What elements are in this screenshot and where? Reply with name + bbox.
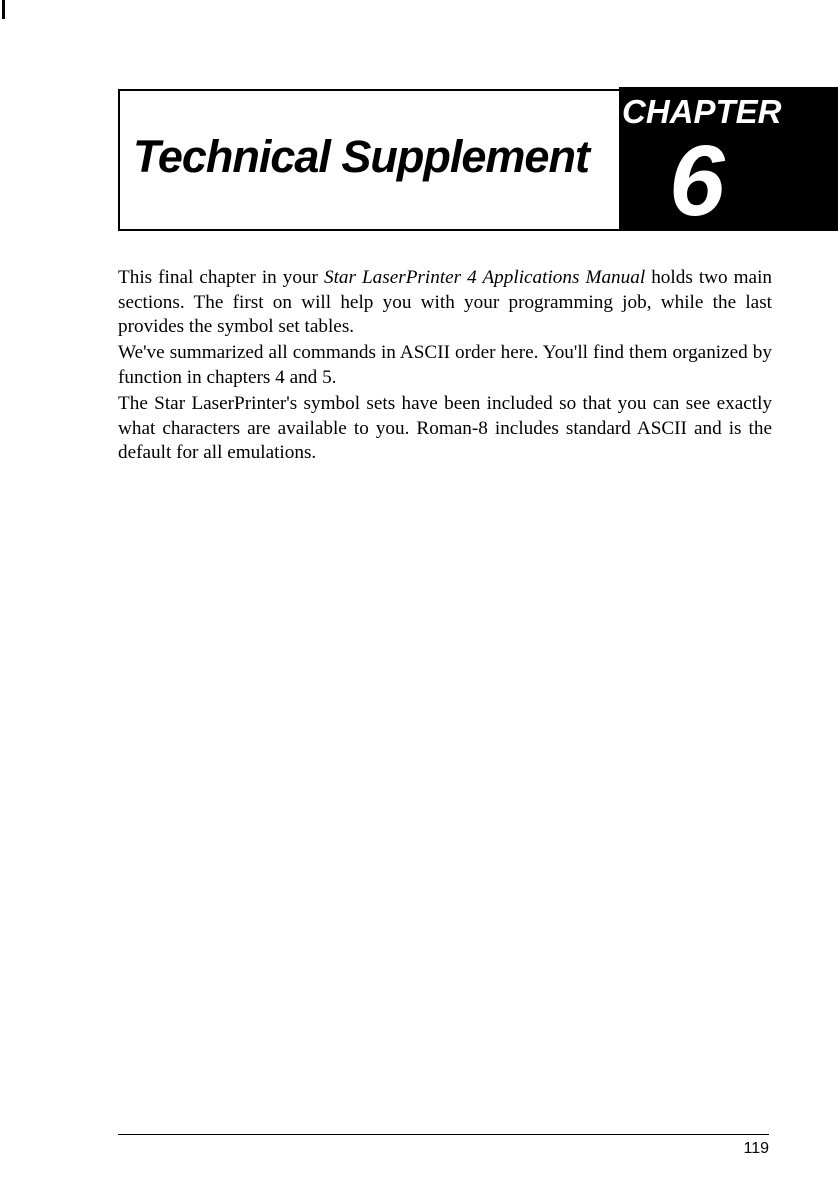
scan-edge-mark	[2, 0, 5, 19]
page-number: 119	[743, 1140, 769, 1157]
paragraph-commands: We've summarized all commands in ASCII order here. You'll find them organized by function in chapters 4 and 5.	[118, 342, 772, 388]
body-text	[118, 266, 772, 467]
paragraph-intro-end: holds two main sections. The first on will help you with your programming job, while the last provides the symbol set tables.	[118, 267, 772, 338]
chapter-number: 6	[669, 125, 725, 237]
chapter-label: CHAPTER	[622, 93, 782, 130]
paragraph-intro-start: This final chapter in your	[118, 267, 324, 288]
manual-title: Star LaserPrinter 4 Applications Manual	[323, 267, 646, 288]
paragraph-symbol-sets: The Star LaserPrinter's symbol sets have been included so that you can see exactly what characters are available to you. Roman-8 includes standard ASCII and is the default for all emulations.	[118, 392, 772, 464]
chapter-title: Technical Supplement	[133, 131, 589, 182]
chapter-badge	[619, 87, 838, 237]
footer-rule	[118, 1134, 769, 1135]
paragraph-intro	[118, 266, 772, 340]
